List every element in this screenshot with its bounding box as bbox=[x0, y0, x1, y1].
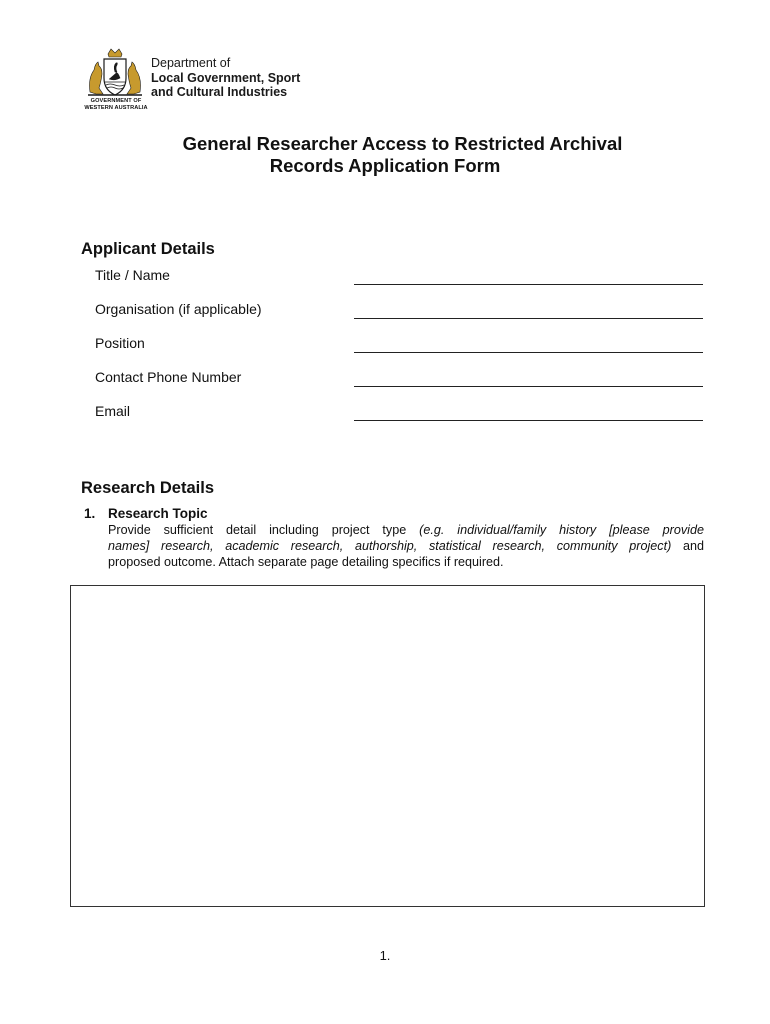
instructions-line2-text: and bbox=[671, 539, 704, 553]
research-topic-number: 1. bbox=[84, 506, 96, 521]
page-title bbox=[0, 133, 770, 177]
instructions-line3: proposed outcome. Attach separate page detailing specifics if required. bbox=[108, 555, 504, 569]
department-name bbox=[151, 56, 300, 100]
instructions-line2 bbox=[108, 538, 704, 554]
research-topic-title: Research Topic bbox=[108, 506, 208, 521]
department-line2: Local Government, Sport bbox=[151, 70, 301, 85]
government-label-line2: WESTERN AUSTRALIA bbox=[84, 105, 148, 111]
department-line1: Department of bbox=[151, 56, 231, 70]
page-title-line1: General Researcher Access to Restricted Archival bbox=[182, 133, 623, 154]
research-topic-answer-box[interactable] bbox=[70, 585, 705, 907]
contact-phone-label: Contact Phone Number bbox=[95, 369, 242, 385]
government-label bbox=[80, 98, 152, 112]
research-topic-instructions bbox=[108, 522, 704, 570]
email-field[interactable] bbox=[354, 420, 703, 421]
research-topic-heading bbox=[84, 506, 208, 521]
instructions-line2-examples: names] research, academic research, authorship, statistical research, community project) bbox=[108, 539, 672, 553]
instructions-line1-examples: (e.g. individual/family history [please provide bbox=[419, 523, 704, 537]
contact-phone-field[interactable] bbox=[354, 386, 703, 387]
position-field[interactable] bbox=[354, 352, 703, 353]
title-name-label: Title / Name bbox=[95, 267, 170, 283]
organisation-label: Organisation (if applicable) bbox=[95, 301, 262, 317]
government-label-line1: GOVERNMENT OF bbox=[90, 98, 142, 104]
department-line3: and Cultural Industries bbox=[151, 85, 288, 99]
position-label: Position bbox=[95, 335, 145, 351]
page-number: 1. bbox=[379, 948, 391, 963]
research-details-heading: Research Details bbox=[81, 479, 214, 497]
title-name-field[interactable] bbox=[354, 284, 703, 285]
instructions-line1-text: Provide sufficient detail including project type bbox=[108, 523, 420, 537]
instructions-line1 bbox=[108, 522, 704, 538]
applicant-details-heading: Applicant Details bbox=[81, 240, 215, 258]
organisation-field[interactable] bbox=[354, 318, 703, 319]
page-title-line2: Records Application Form bbox=[269, 155, 501, 176]
email-label: Email bbox=[95, 403, 131, 419]
